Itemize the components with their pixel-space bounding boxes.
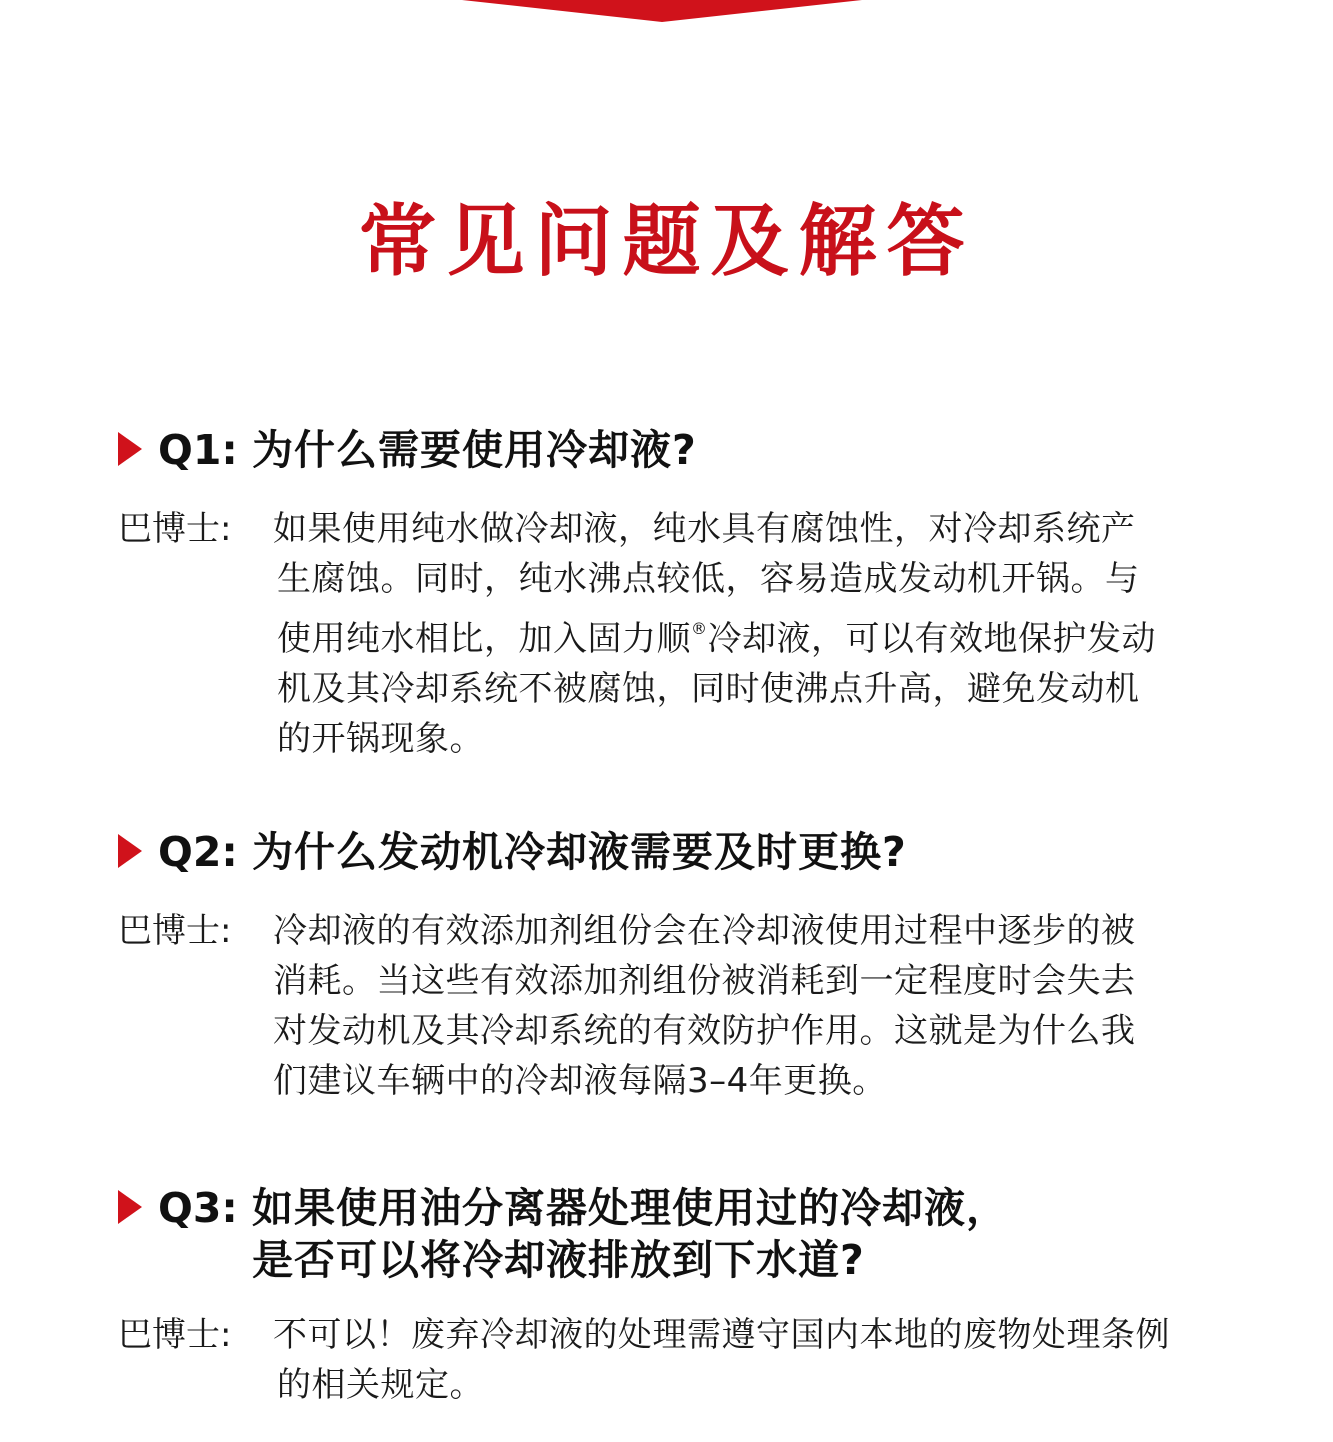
faq-question-1 [118, 424, 697, 476]
question-number: Q1: [158, 426, 253, 474]
play-triangle-icon [118, 432, 142, 466]
page-title: 常见问题及解答 [358, 197, 975, 287]
faq-answer-1 [118, 504, 1258, 764]
answer-label: 巴博士: [118, 911, 232, 951]
faq-answer-2 [118, 906, 1258, 1106]
play-triangle-icon [118, 1190, 142, 1224]
faq-question-3 [118, 1182, 1008, 1286]
answer-text: 不可以！废弃冷却液的处理需遵守国内本地的废物处理条例 的相关规定。 [273, 1315, 1170, 1405]
answer-text: 冷却液的有效添加剂组份会在冷却液使用过程中逐步的被 消耗。当这些有效添加剂组份被消耗到一定程度时会失去 对发动机及其冷却系统的有效防护作用。这就是为什么我 们建议车辆中的冷却液每隔3–4年更换。 [273, 911, 1136, 1101]
question-text: 如果使用油分离器处理使用过的冷却液， 是否可以将冷却液排放到下水道? [252, 1184, 1009, 1284]
question-number: Q2: [158, 828, 253, 876]
answer-label: 巴博士: [118, 1315, 232, 1355]
question-text: 为什么需要使用冷却液? [252, 426, 697, 474]
faq-question-2 [118, 826, 907, 878]
faq-answer-3 [118, 1310, 1258, 1410]
question-text: 为什么发动机冷却液需要及时更换? [252, 828, 907, 876]
answer-label: 巴博士: [118, 509, 232, 549]
play-triangle-icon [118, 834, 142, 868]
top-banner-triangle [462, 0, 862, 22]
question-number: Q3: [158, 1184, 253, 1232]
answer-text: 如果使用纯水做冷却液，纯水具有腐蚀性，对冷却系统产 生腐蚀。同时，纯水沸点较低，容易造成发动机开锅。与 使用纯水相比，加入固力顺®冷却液，可以有效地保护发动 机及其冷却系统不被腐蚀，同时使沸点升高，避免发动机 的开锅现象。 [273, 509, 1156, 759]
registered-mark: ® [691, 619, 708, 638]
